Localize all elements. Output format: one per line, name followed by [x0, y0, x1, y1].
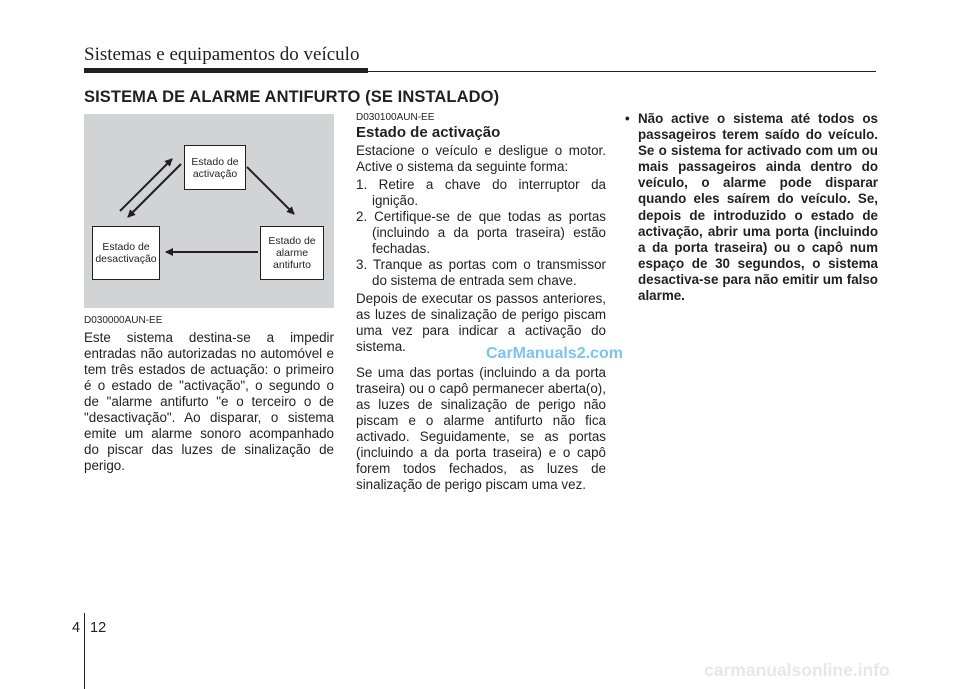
footer-divider — [84, 613, 85, 689]
chapter-number: 4 — [72, 620, 81, 636]
box-activation-line1: Estado de — [191, 155, 239, 168]
col1-paragraph: Este sistema destina-se a impedir entradas não autorizadas no automóvel e tem três estados de actuação: o primeiro é o estado de "activação", o segundo o de "alarme antifurto "e o terceiro o de "desactivação". Ao disparar, o sistema emite um alarme sonoro acompanhado do piscar das luzes de sinalização de perigo. — [84, 330, 334, 473]
state-diagram — [84, 114, 334, 308]
col2-para3: Se uma das portas (incluindo a da porta traseira) ou o capô permanecer aberta(o), as luzes de sinalização de perigo não piscam e o alarme antifurto não fica activado. Seguidamente, se as portas (incluindo a da porta traseira) e o capô forem todos fechados, as luzes de sinalização de perigo piscam uma vez. — [356, 365, 606, 492]
box-deactivation-line2: desactivação — [95, 253, 157, 265]
page-number: 12 — [90, 620, 107, 636]
diagram-code: D030000AUN-EE — [84, 315, 163, 326]
step-1: 1. Retire a chave do interruptor da ignição. — [356, 177, 606, 208]
box-activation-state — [184, 145, 246, 190]
step-2: 2. Certifique-se de que todas as portas (incluindo a da porta traseira) estão fechadas. — [356, 209, 606, 256]
header-rule-thin — [368, 71, 876, 72]
box-alarm-line3: antifurto — [273, 259, 311, 271]
watermark-bottom: carmanualsonline.info — [704, 660, 890, 680]
step-3: 3. Tranque as portas com o transmissor do sistema de entrada sem chave. — [356, 257, 606, 288]
arrow-act-to-alarm — [247, 167, 294, 214]
subheading-activation: Estado de activação — [356, 124, 501, 141]
box-deactivation-state — [92, 226, 160, 280]
box-deactivation-line1: Estado de — [102, 241, 150, 253]
box-activation-line2: activação — [192, 167, 238, 180]
bullet-glyph: • — [625, 111, 630, 126]
warning-bullet-text: Não active o sistema até todos os passageiros terem saído do veículo. Se o sistema for activado com um ou mais passageiros ainda dentro do veículo, o alarme pode disparar quando eles saírem do veículo. Se, depois de introduzido o estado de activação, abrir uma porta (incluindo a da porta traseira) ou o capô num espaço de 30 segundos, o sistema desactiva-se para não emitir um falso alarme. — [638, 111, 878, 304]
section-code: D030100AUN-EE — [356, 112, 435, 123]
running-header: Sistemas e equipamentos do veículo — [84, 44, 360, 65]
header-rule-thick — [84, 68, 368, 73]
box-alarm-state — [260, 226, 324, 280]
section-title: SISTEMA DE ALARME ANTIFURTO (SE INSTALADO) — [84, 88, 500, 106]
watermark-mid: CarManuals2.com — [486, 345, 623, 362]
arrow-act-to-deact-b — [128, 164, 181, 217]
box-alarm-line1: Estado de — [268, 235, 316, 247]
col2-para2: Depois de executar os passos anteriores, as luzes de sinalização de perigo piscam uma vez para indicar a activação do sistema. — [356, 291, 606, 354]
col2-intro: Estacione o veículo e desligue o motor. Active o sistema da seguinte forma: — [356, 143, 606, 174]
box-alarm-line2: alarme — [275, 247, 309, 259]
